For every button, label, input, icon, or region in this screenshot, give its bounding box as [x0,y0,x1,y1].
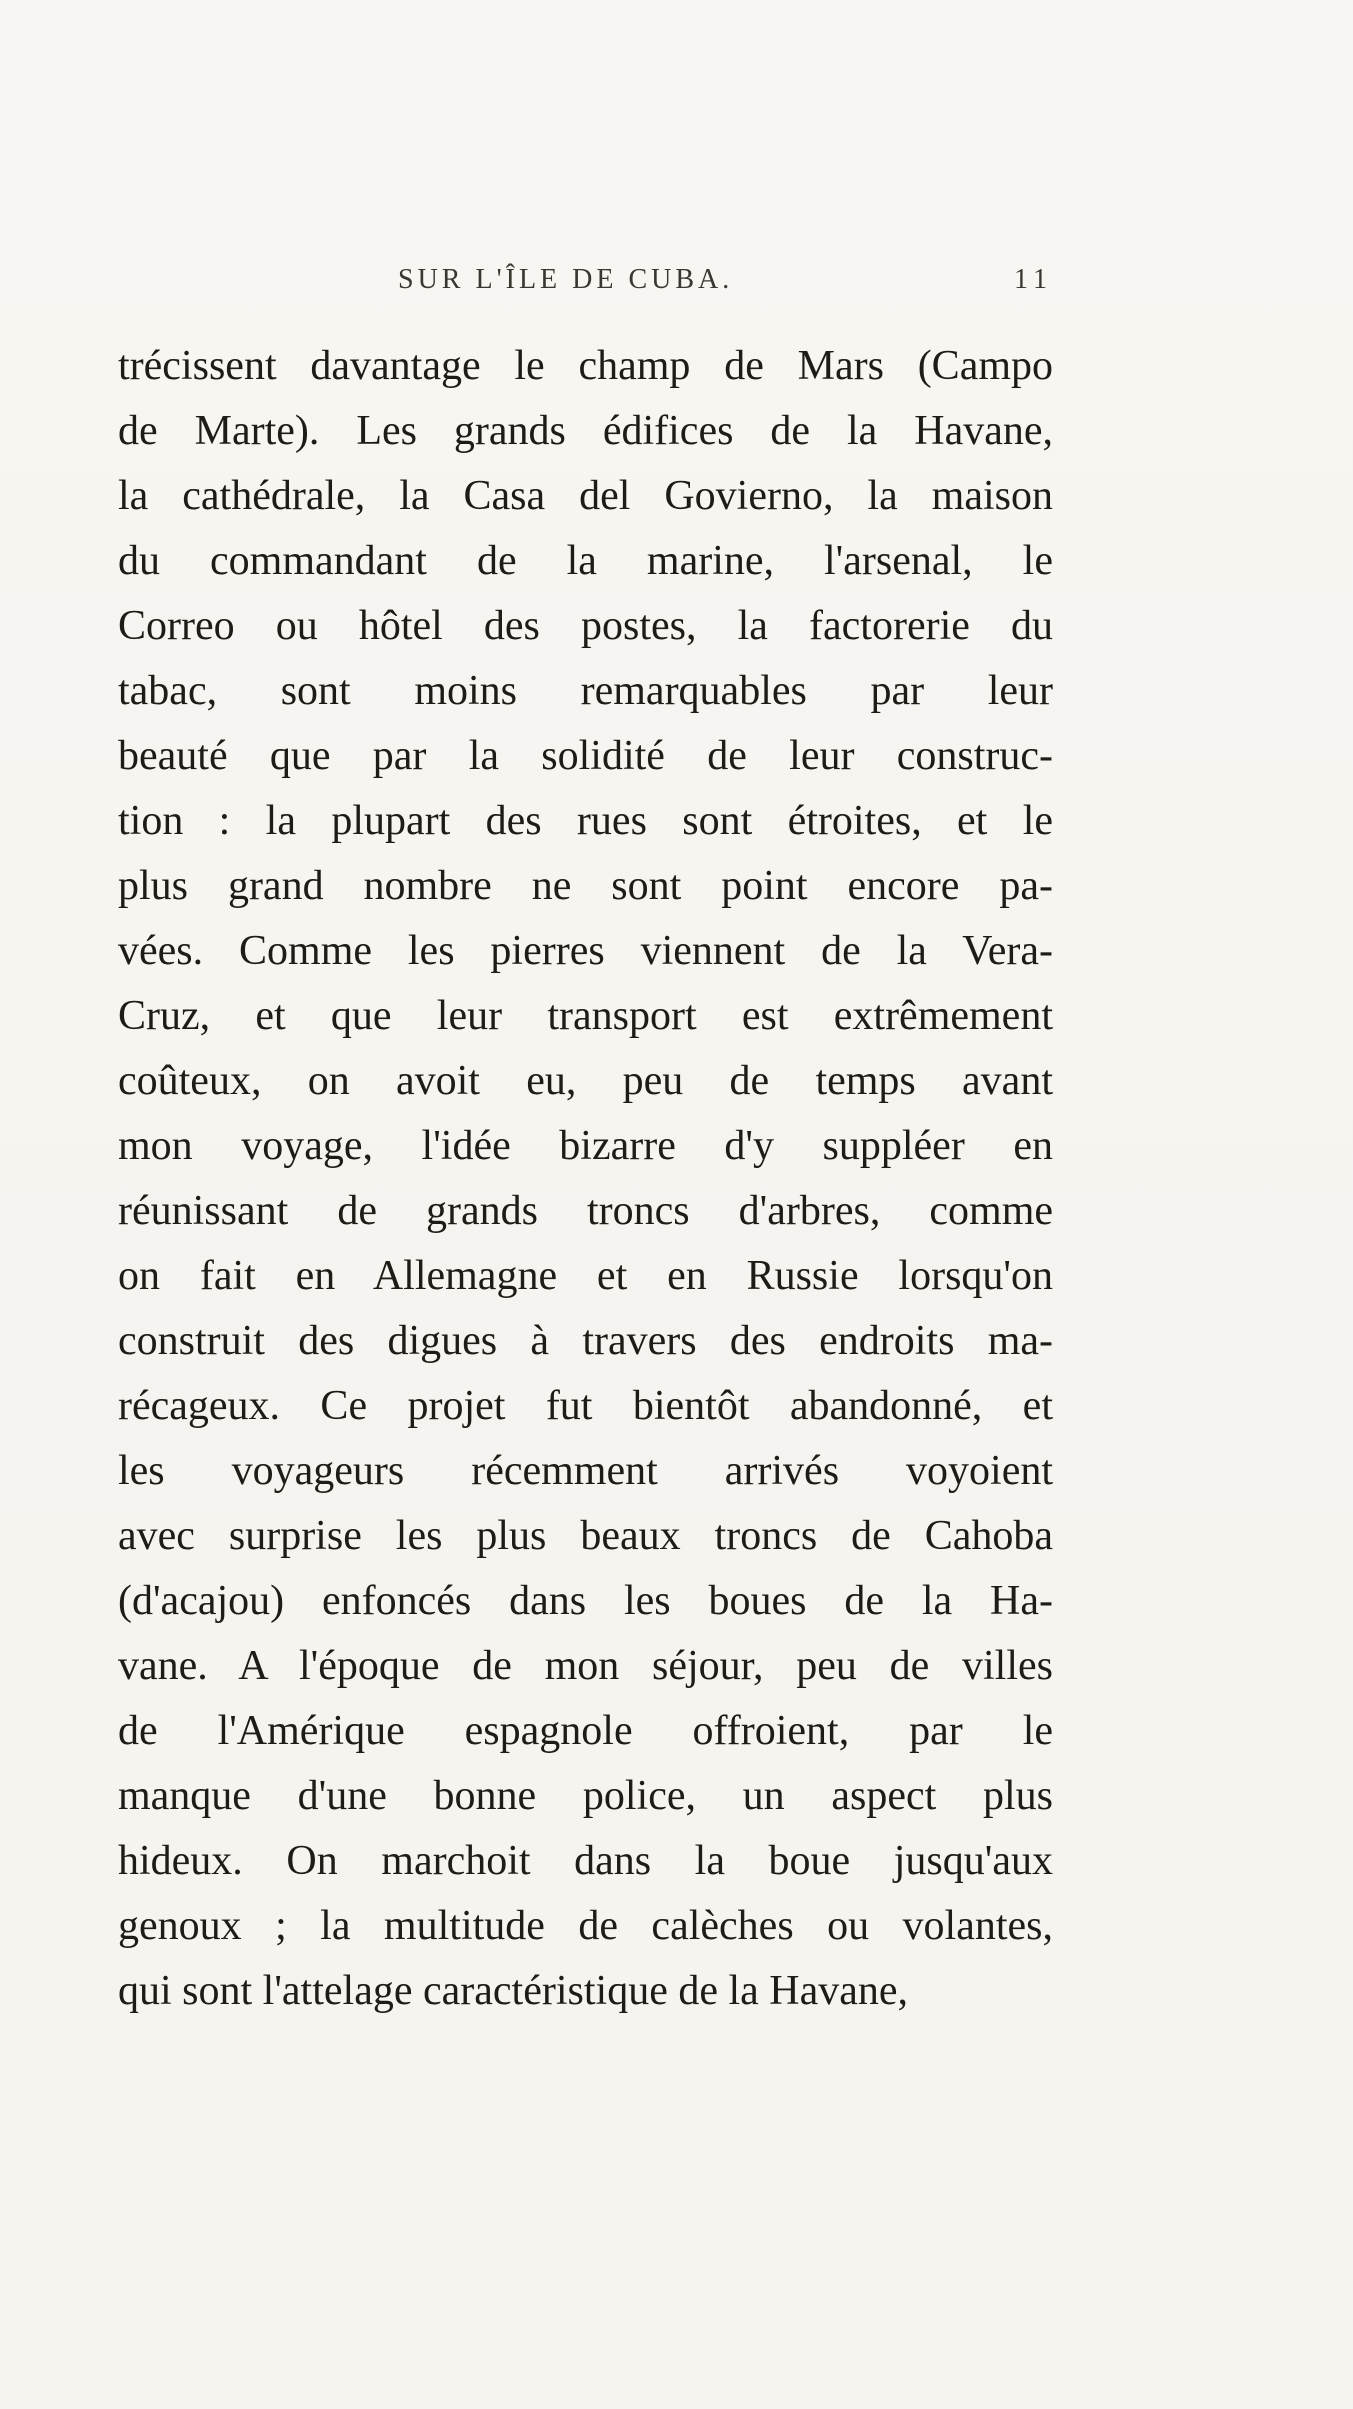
text-line: vées. Comme les pierres viennent de la Vera- [118,928,1053,974]
text-line: de Marte). Les grands édifices de la Havane, [118,408,1053,454]
running-title: SUR L'ÎLE DE CUBA. [398,264,734,295]
text-line: tabac, sont moins remarquables par leur [118,668,1053,714]
text-line: Cruz, et que leur transport est extrêmement [118,993,1053,1039]
page-number: 11 [1014,264,1053,295]
text-line: récageux. Ce projet fut bientôt abandonné, et [118,1383,1053,1429]
running-head [118,264,1053,304]
text-line: coûteux, on avoit eu, peu de temps avant [118,1058,1053,1104]
text-line: (d'acajou) enfoncés dans les boues de la Ha- [118,1578,1053,1624]
text-line: avec surprise les plus beaux troncs de Cahoba [118,1513,1053,1559]
text-line: qui sont l'attelage caractéristique de la Havane, [118,1968,909,2014]
text-line: genoux ; la multitude de calèches ou volantes, [118,1903,1053,1949]
text-line: de l'Amérique espagnole offroient, par le [118,1708,1053,1754]
body-text [118,334,1053,2024]
text-line: manque d'une bonne police, un aspect plus [118,1773,1053,1819]
text-line: Correo ou hôtel des postes, la factorerie du [118,603,1053,649]
text-line: réunissant de grands troncs d'arbres, comme [118,1188,1053,1234]
text-line: vane. A l'époque de mon séjour, peu de villes [118,1643,1053,1689]
text-line: mon voyage, l'idée bizarre d'y suppléer en [118,1123,1053,1169]
text-line: les voyageurs récemment arrivés voyoient [118,1448,1053,1494]
text-line: construit des digues à travers des endroits ma- [118,1318,1053,1364]
text-line: on fait en Allemagne et en Russie lorsqu'on [118,1253,1053,1299]
text-line: tion : la plupart des rues sont étroites, et le [118,798,1053,844]
text-line: la cathédrale, la Casa del Govierno, la maison [118,473,1053,519]
text-line: plus grand nombre ne sont point encore pa- [118,863,1053,909]
text-line: du commandant de la marine, l'arsenal, le [118,538,1053,584]
text-line: trécissent davantage le champ de Mars (Campo [118,343,1053,389]
text-line: beauté que par la solidité de leur construc- [118,733,1053,779]
text-line: hideux. On marchoit dans la boue jusqu'aux [118,1838,1053,1884]
